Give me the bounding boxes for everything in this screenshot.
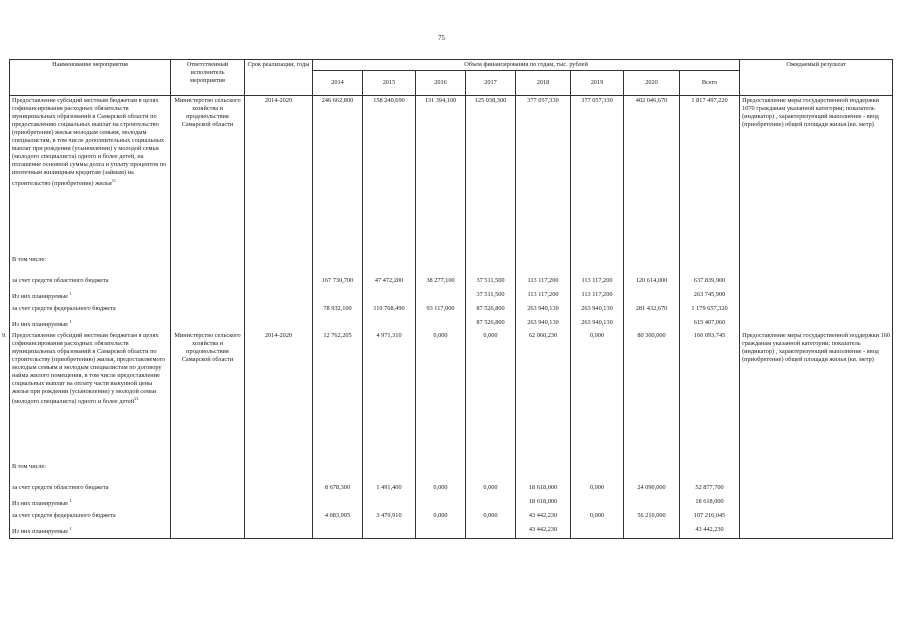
header-term: Срок реализации, годы bbox=[245, 60, 313, 96]
empty-cell bbox=[245, 455, 313, 482]
value-cell bbox=[624, 317, 680, 331]
empty-cell bbox=[171, 496, 245, 510]
value-cell: 18 618,000 bbox=[516, 496, 571, 510]
value-cell bbox=[624, 455, 680, 482]
value-cell: 47 472,200 bbox=[363, 275, 416, 289]
footnote-mark: 1 bbox=[69, 291, 72, 297]
value-cell bbox=[313, 455, 363, 482]
sub-label-cell bbox=[10, 275, 171, 289]
value-cell: 0,000 bbox=[466, 331, 516, 455]
footnote-mark: 1 bbox=[69, 526, 72, 532]
header-responsible: Ответственный исполнитель мероприятия bbox=[171, 60, 245, 96]
value-cell bbox=[624, 524, 680, 539]
value-cell: 113 117,200 bbox=[516, 275, 571, 289]
value-cell bbox=[680, 455, 740, 482]
footnote-mark: 1 bbox=[69, 319, 72, 325]
value-cell: 377 057,330 bbox=[571, 96, 624, 249]
value-cell bbox=[313, 524, 363, 539]
value-cell: 263 940,130 bbox=[516, 317, 571, 331]
empty-cell bbox=[245, 524, 313, 539]
empty-cell bbox=[245, 248, 313, 275]
value-cell bbox=[313, 289, 363, 303]
value-cell: 4 971,310 bbox=[363, 331, 416, 455]
responsible-cell: Министерство сельского хозяйства и продовольствия Самарской области bbox=[171, 331, 245, 455]
sub-label: Из них планируемые bbox=[12, 293, 69, 301]
row-number: 9. bbox=[2, 332, 7, 340]
value-cell: 38 277,100 bbox=[416, 275, 466, 289]
value-cell: 263 940,130 bbox=[571, 317, 624, 331]
value-cell: 18 618,000 bbox=[680, 496, 740, 510]
value-cell: 113 117,200 bbox=[571, 275, 624, 289]
value-cell bbox=[363, 289, 416, 303]
value-cell: 0,000 bbox=[416, 331, 466, 455]
empty-cell bbox=[171, 524, 245, 539]
funding-table bbox=[2, 59, 893, 539]
sub-row bbox=[10, 275, 893, 289]
value-cell bbox=[416, 317, 466, 331]
value-cell bbox=[571, 455, 624, 482]
value-cell bbox=[466, 496, 516, 510]
value-cell: 8 678,300 bbox=[313, 482, 363, 496]
header-year: 2020 bbox=[624, 71, 680, 96]
empty-cell bbox=[171, 289, 245, 303]
term-cell: 2014-2020 bbox=[245, 331, 313, 455]
value-cell: 87 526,800 bbox=[466, 317, 516, 331]
empty-cell bbox=[245, 496, 313, 510]
empty-cell bbox=[171, 317, 245, 331]
empty-cell bbox=[171, 303, 245, 317]
sub-label: за счет средств областного бюджета bbox=[12, 277, 109, 285]
value-cell: 158 240,690 bbox=[363, 96, 416, 249]
result-cell: Предоставление меры государственной поддержки 160 гражданам указанной категории; показатель (индикатор) , характеризующий выполнение - ввод (приобретение) общей площади жилья (кв. метр) bbox=[740, 331, 893, 455]
value-cell: 0,000 bbox=[571, 331, 624, 455]
value-cell: 263 745,900 bbox=[680, 289, 740, 303]
sub-row bbox=[10, 510, 893, 524]
page-number: 75 bbox=[438, 34, 445, 42]
empty-cell bbox=[171, 455, 245, 482]
value-cell: 615 407,060 bbox=[680, 317, 740, 331]
value-cell: 402 046,670 bbox=[624, 96, 680, 249]
footnote-mark: 21 bbox=[134, 396, 139, 402]
value-cell: 43 442,230 bbox=[516, 510, 571, 524]
value-cell bbox=[571, 248, 624, 275]
measure-name: Предоставление субсидий местным бюджетам в целях софинансирования расходных обязательств муниципальных образований в Самарской области по строительству (приобретению) жилья, предоставляемого молодым семьям и молодым специалистам по договору найма жилого помещения, в том числе предоставление социальных выплат на оплату части выкупной цены жилья при рождении (усыновлении) у молодой семьи (молодого специалиста) одного и более детей bbox=[12, 332, 166, 406]
header-year: 2014 bbox=[313, 71, 363, 96]
value-cell: 263 940,130 bbox=[571, 303, 624, 317]
result-cell: Предоставление меры государственной поддержки 1070 гражданам указанной категории; показатель (индикатор) , характеризующий выполнение - ввод (приобретение) общей площади жилья (кв. метр) bbox=[740, 96, 893, 249]
value-cell bbox=[313, 248, 363, 275]
value-cell bbox=[363, 317, 416, 331]
measure-name: Предоставление субсидий местным бюджетам в целях софинансирования расходных обязательств муниципальных образований в Самарской области по предоставлению социальных выплат на строительство (приобретение) жилья молодым семьям, молодым специалистам, в том числе дополнительных социальных выплат при рождении (усыновлении) у молодой семьи (молодого специалиста) одного и более детей, на погашение основной суммы долга и уплату процентов по ипотечным жилищным кредитам (займам) на строительство (приобретение) жилья bbox=[12, 97, 167, 187]
value-cell bbox=[416, 289, 466, 303]
value-cell: 43 442,230 bbox=[680, 524, 740, 539]
value-cell bbox=[416, 455, 466, 482]
empty-cell bbox=[245, 510, 313, 524]
sub-label-cell bbox=[10, 289, 171, 303]
sub-label-cell bbox=[10, 510, 171, 524]
empty-cell bbox=[245, 289, 313, 303]
header-funding: Объем финансирования по годам, тыс. рублей bbox=[313, 60, 740, 71]
value-cell: 167 730,700 bbox=[313, 275, 363, 289]
empty-cell bbox=[740, 482, 893, 496]
value-cell: 246 662,800 bbox=[313, 96, 363, 249]
empty-cell bbox=[171, 248, 245, 275]
value-cell: 125 038,300 bbox=[466, 96, 516, 249]
sub-row bbox=[10, 317, 893, 331]
header-year: 2019 bbox=[571, 71, 624, 96]
sub-row bbox=[10, 496, 893, 510]
empty-cell bbox=[171, 510, 245, 524]
sub-row bbox=[10, 248, 893, 275]
responsible-cell: Министерство сельского хозяйства и продовольствия Самарской области bbox=[171, 96, 245, 249]
value-cell: 52 877,700 bbox=[680, 482, 740, 496]
sub-label: Из них планируемые bbox=[12, 500, 69, 508]
sub-label-cell bbox=[10, 317, 171, 331]
value-cell bbox=[416, 248, 466, 275]
header-year: 2016 bbox=[416, 71, 466, 96]
sub-label-cell bbox=[10, 248, 171, 275]
empty-cell bbox=[740, 317, 893, 331]
value-cell: 18 618,000 bbox=[516, 482, 571, 496]
sub-label: Из них планируемые bbox=[12, 321, 69, 329]
value-cell: 1 491,400 bbox=[363, 482, 416, 496]
value-cell: 263 940,130 bbox=[516, 303, 571, 317]
value-cell bbox=[680, 248, 740, 275]
sub-label: за счет средств областного бюджета bbox=[12, 484, 109, 492]
header-year: 2015 bbox=[363, 71, 416, 96]
value-cell bbox=[624, 289, 680, 303]
empty-cell bbox=[171, 482, 245, 496]
header-result: Ожидаемый результат bbox=[740, 60, 893, 96]
value-cell: 4 083,905 bbox=[313, 510, 363, 524]
value-cell: 107 216,045 bbox=[680, 510, 740, 524]
value-cell: 56 210,000 bbox=[624, 510, 680, 524]
value-cell: 37 511,500 bbox=[466, 289, 516, 303]
value-cell: 1 179 657,320 bbox=[680, 303, 740, 317]
table-body bbox=[2, 96, 893, 539]
empty-cell bbox=[245, 317, 313, 331]
value-cell: 24 090,000 bbox=[624, 482, 680, 496]
value-cell: 0,000 bbox=[466, 510, 516, 524]
header-year: 2018 bbox=[516, 71, 571, 96]
value-cell: 80 300,000 bbox=[624, 331, 680, 455]
value-cell bbox=[416, 496, 466, 510]
empty-cell bbox=[740, 496, 893, 510]
value-cell bbox=[624, 248, 680, 275]
value-cell bbox=[516, 248, 571, 275]
value-cell bbox=[571, 496, 624, 510]
term-cell: 2014-2020 bbox=[245, 96, 313, 249]
value-cell: 43 442,230 bbox=[516, 524, 571, 539]
measure-name-cell bbox=[2, 331, 171, 455]
sub-label-cell bbox=[10, 496, 171, 510]
empty-cell bbox=[245, 275, 313, 289]
value-cell: 637 839,900 bbox=[680, 275, 740, 289]
value-cell bbox=[466, 524, 516, 539]
value-cell: 120 614,000 bbox=[624, 275, 680, 289]
footnote-mark: 1 bbox=[69, 498, 72, 504]
sub-label-cell bbox=[10, 455, 171, 482]
value-cell: 160 093,745 bbox=[680, 331, 740, 455]
value-cell: 377 057,330 bbox=[516, 96, 571, 249]
sub-row bbox=[10, 524, 893, 539]
value-cell: 0,000 bbox=[466, 482, 516, 496]
header-total: Всего bbox=[680, 71, 740, 96]
value-cell: 131 394,100 bbox=[416, 96, 466, 249]
table-row bbox=[10, 331, 893, 455]
value-cell bbox=[363, 455, 416, 482]
empty-cell bbox=[740, 303, 893, 317]
empty-cell bbox=[740, 275, 893, 289]
sub-row bbox=[10, 455, 893, 482]
value-cell: 113 117,200 bbox=[516, 289, 571, 303]
header-name: Наименование мероприятия bbox=[10, 60, 171, 96]
value-cell: 110 768,490 bbox=[363, 303, 416, 317]
sub-row bbox=[10, 303, 893, 317]
empty-cell bbox=[245, 482, 313, 496]
footnote-mark: 11 bbox=[111, 177, 117, 183]
sub-label: В том числе: bbox=[12, 463, 47, 471]
empty-cell bbox=[245, 303, 313, 317]
sub-row bbox=[10, 482, 893, 496]
value-cell bbox=[313, 317, 363, 331]
value-cell: 87 526,800 bbox=[466, 303, 516, 317]
value-cell: 37 511,500 bbox=[466, 275, 516, 289]
value-cell: 62 060,230 bbox=[516, 331, 571, 455]
value-cell: 12 762,205 bbox=[313, 331, 363, 455]
empty-cell bbox=[740, 455, 893, 482]
table-row bbox=[10, 96, 893, 249]
value-cell bbox=[516, 455, 571, 482]
value-cell bbox=[466, 455, 516, 482]
value-cell: 281 432,670 bbox=[624, 303, 680, 317]
value-cell bbox=[416, 524, 466, 539]
value-cell bbox=[571, 524, 624, 539]
value-cell bbox=[313, 496, 363, 510]
sub-label: за счет средств федерального бюджета bbox=[12, 305, 116, 313]
empty-cell bbox=[740, 289, 893, 303]
empty-cell bbox=[740, 524, 893, 539]
empty-cell bbox=[740, 510, 893, 524]
sub-label-cell bbox=[10, 303, 171, 317]
value-cell: 0,000 bbox=[416, 510, 466, 524]
measure-name-cell bbox=[10, 96, 171, 249]
value-cell bbox=[363, 248, 416, 275]
sub-label: Из них планируемые bbox=[12, 528, 69, 536]
value-cell: 0,000 bbox=[571, 482, 624, 496]
header-year: 2017 bbox=[466, 71, 516, 96]
value-cell bbox=[363, 524, 416, 539]
sub-label-cell bbox=[10, 524, 171, 539]
sub-label-cell bbox=[10, 482, 171, 496]
value-cell: 0,000 bbox=[571, 510, 624, 524]
sub-row bbox=[10, 289, 893, 303]
value-cell bbox=[363, 496, 416, 510]
sub-label: за счет средств федерального бюджета bbox=[12, 512, 116, 520]
value-cell bbox=[624, 496, 680, 510]
value-cell: 113 117,200 bbox=[571, 289, 624, 303]
empty-cell bbox=[171, 275, 245, 289]
empty-cell bbox=[740, 248, 893, 275]
value-cell: 93 117,000 bbox=[416, 303, 466, 317]
sub-label: В том числе: bbox=[12, 256, 47, 264]
value-cell: 3 479,910 bbox=[363, 510, 416, 524]
value-cell: 1 817 497,220 bbox=[680, 96, 740, 249]
value-cell: 0,000 bbox=[416, 482, 466, 496]
value-cell: 78 932,100 bbox=[313, 303, 363, 317]
value-cell bbox=[466, 248, 516, 275]
